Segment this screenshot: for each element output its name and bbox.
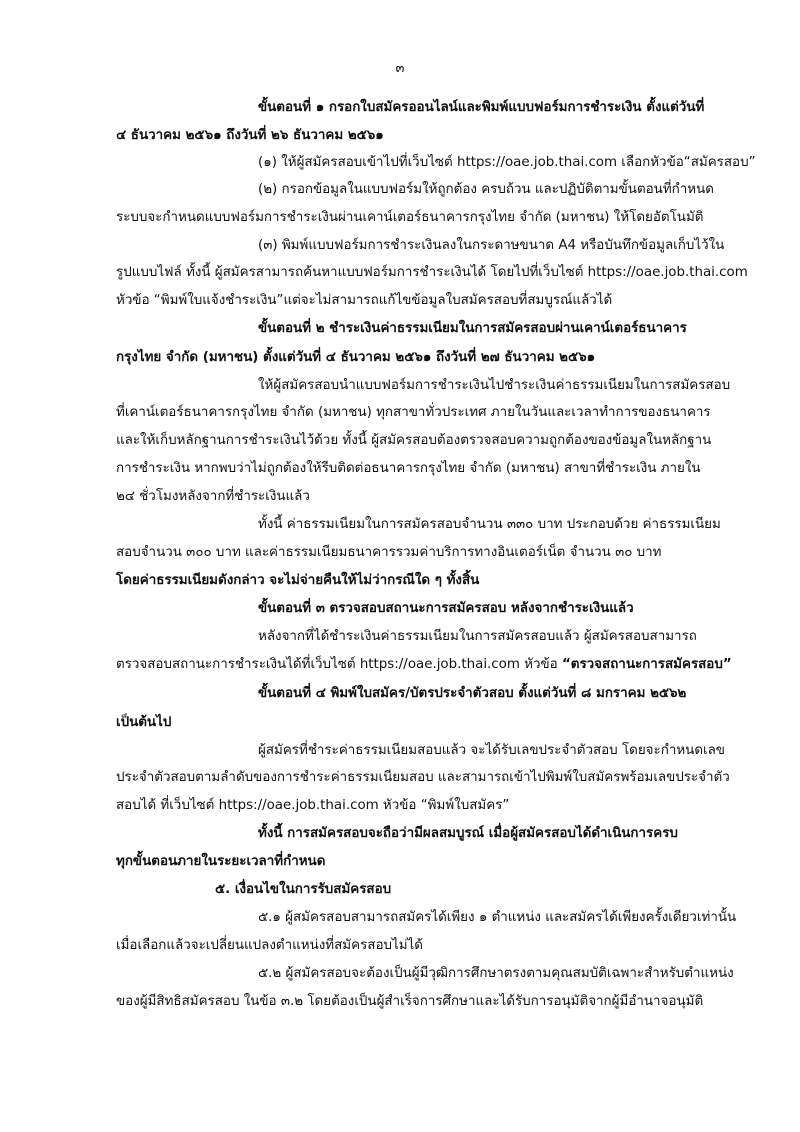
step2-para1-line3: และให้เก็บหลักฐานการชำระเงินไว้ด้วย ทั้งนี้ ผู้สมัครสอบต้องตรวจสอบความถูกต้องของข้อมูลในหลักฐาน [116,433,712,448]
page-number: ๓ [395,61,405,76]
step2-heading-line1: ขั้นตอนที่ ๒ ชำระเงินค่าธรรมเนียมในการสมัครสอบผ่านเคาน์เตอร์ธนาคาร [258,321,687,336]
section5-item2-line1: ๕.๒ ผู้สมัครสอบจะต้องเป็นผู้มีวุฒิการศึกษาตรงตามคุณสมบัติเฉพาะสำหรับตำแหน่ง [258,966,734,981]
step1-heading-line2: ๔ ธันวาคม ๒๕๖๑ ถึงวันที่ ๒๖ ธันวาคม ๒๕๖๑ [116,128,384,143]
step2-para1-line5: ๒๔ ชั่วโมงหลังจากที่ชำระเงินแล้ว [116,489,310,504]
step3-para-line2 [116,655,732,675]
step4-para-line1: ผู้สมัครที่ชำระค่าธรรมเนียมสอบแล้ว จะได้รับเลขประจำตัวสอบ โดยจะกำหนดเลข [258,743,725,758]
section5-item1-line2: เมื่อเลือกแล้วจะเปลี่ยนแปลงตำแหน่งที่สมัครสอบไม่ได้ [116,938,423,953]
step4-para-line2: ประจำตัวสอบตามลำดับของการชำระค่าธรรมเนียมสอบ และสามารถเข้าไปพิมพ์ใบสมัครพร้อมเลขประจำตัว [116,770,730,785]
step3-para-line1: หลังจากที่ได้ชำระเงินค่าธรรมเนียมในการสมัครสอบแล้ว ผู้สมัครสอบสามารถ [258,629,697,644]
step3-para-line2-bold: “ตรวจสถานะการสมัครสอบ” [561,657,732,672]
step4-note-line1: ทั้งนี้ การสมัครสอบจะถือว่ามีผลสมบูรณ์ เมื่อผู้สมัครสอบได้ดำเนินการครบ [258,826,678,841]
step1-heading-line1: ขั้นตอนที่ ๑ กรอกใบสมัครออนไลน์และพิมพ์แบบฟอร์มการชำระเงิน ตั้งแต่วันที่ [258,100,705,115]
step4-heading-line1: ขั้นตอนที่ ๔ พิมพ์ใบสมัคร/บัตรประจำตัวสอบ ตั้งแต่วันที่ ๘ มกราคม ๒๕๖๒ [258,686,687,701]
step1-item3-line3: หัวข้อ “พิมพ์ใบแจ้งชำระเงิน”แต่จะไม่สามารถแก้ไขข้อมูลใบสมัครสอบที่สมบูรณ์แล้วได้ [116,293,613,308]
step2-para2-line2: สอบจำนวน ๓๐๐ บาท และค่าธรรมเนียมธนาคารรวมค่าบริการทางอินเตอร์เน็ต จำนวน ๓๐ บาท [116,545,662,560]
step2-para2-line3: โดยค่าธรรมเนียมดังกล่าว จะไม่จ่ายคืนให้ไม่ว่ากรณีใด ๆ ทั้งสิ้น [116,573,480,588]
step1-item1: (๑) ให้ผู้สมัครสอบเข้าไปที่เว็บไซต์ https://oae.job.thai.com เลือกหัวข้อ“สมัครสอบ” [258,155,756,170]
step2-para1-line2: ที่เคาน์เตอร์ธนาคารกรุงไทย จำกัด (มหาชน) ทุกสาขาทั่วประเทศ ภายในวันและเวลาทำการของธนาคาร [116,405,711,420]
step3-para-line2-text: ตรวจสอบสถานะการชำระเงินได้ที่เว็บไซต์ https://oae.job.thai.com หัวข้อ [116,657,558,672]
step3-heading: ขั้นตอนที่ ๓ ตรวจสอบสถานะการสมัครสอบ หลังจากชำระเงินแล้ว [258,601,634,616]
step1-item2-line2: ระบบจะกำหนดแบบฟอร์มการชำระเงินผ่านเคาน์เตอร์ธนาคารกรุงไทย จำกัด (มหาชน) ให้โดยอัตโนมัติ [116,210,704,225]
step1-item3-line1: (๓) พิมพ์แบบฟอร์มการชำระเงินลงในกระดาษขนาด A4 หรือบันทึกข้อมูลเก็บไว้ใน [258,238,725,253]
section5-item1-line1: ๕.๑ ผู้สมัครสอบสามารถสมัครได้เพียง ๑ ตำแหน่ง และสมัครได้เพียงครั้งเดียวเท่านั้น [258,910,737,925]
step4-note-line2: ทุกขั้นตอนภายในระยะเวลาที่กำหนด [116,854,326,869]
step2-heading-line2: กรุงไทย จำกัด (มหาชน) ตั้งแต่วันที่ ๔ ธันวาคม ๒๕๖๑ ถึงวันที่ ๒๗ ธันวาคม ๒๕๖๑ [116,350,596,365]
section5-item2-line2: ของผู้มีสิทธิสมัครสอบ ในข้อ ๓.๒ โดยต้องเป็นผู้สำเร็จการศึกษาและได้รับการอนุมัติจากผู้มีอำนาจอนุมัติ [116,994,704,1009]
step1-item2-line1: (๒) กรอกข้อมูลในแบบฟอร์มให้ถูกต้อง ครบถ้วน และปฏิบัติตามขั้นตอนที่กำหนด [258,182,714,197]
step4-heading-line2: เป็นต้นไป [116,715,172,730]
step2-para1-line4: การชำระเงิน หากพบว่าไม่ถูกต้องให้รีบติดต่อธนาคารกรุงไทย จำกัด (มหาชน) สาขาที่ชำระเงิน ภายใน [116,461,701,476]
section5-heading: ๕. เงื่อนไขในการรับสมัครสอบ [215,882,392,897]
step2-para1-line1: ให้ผู้สมัครสอบนำแบบฟอร์มการชำระเงินไปชำระเงินค่าธรรมเนียมในการสมัครสอบ [258,378,731,393]
step2-para2-line1: ทั้งนี้ ค่าธรรมเนียมในการสมัครสอบจำนวน ๓๓๐ บาท ประกอบด้วย ค่าธรรมเนียม [258,517,721,532]
step1-item3-line2: รูปแบบไฟล์ ทั้งนี้ ผู้สมัครสามารถค้นหาแบบฟอร์มการชำระเงินได้ โดยไปที่เว็บไซต์ https://oae.job.thai.com [116,265,748,280]
step4-para-line3: สอบได้ ที่เว็บไซต์ https://oae.job.thai.com หัวข้อ “พิมพ์ใบสมัคร” [116,798,510,813]
